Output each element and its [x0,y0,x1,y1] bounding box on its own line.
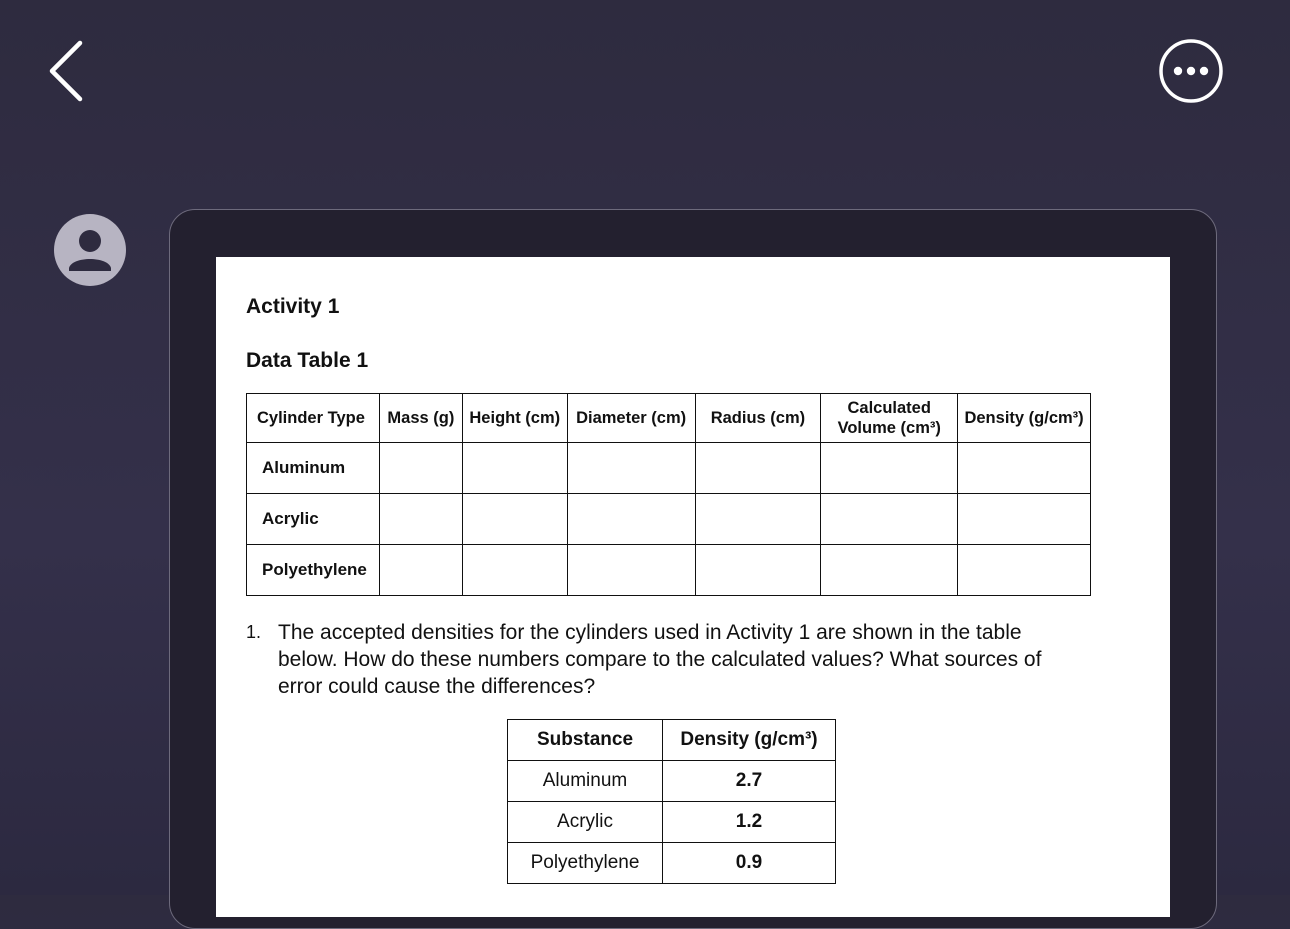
density-cell: 2.7 [663,761,836,802]
more-options-button[interactable] [1158,38,1224,104]
empty-cell [379,443,462,494]
header-cell: Radius (cm) [695,394,821,443]
header-cell: Diameter (cm) [567,394,695,443]
row-label: Polyethylene [247,545,380,596]
row-label: Aluminum [247,443,380,494]
substance-cell: Polyethylene [508,843,663,884]
question-text: The accepted densities for the cylinders used in Activity 1 are shown in the table below. How do these numbers compare to the calculated values? What sources of error could cause the differences? [278,621,1042,698]
row-label: Acrylic [247,494,380,545]
data-table-title: Data Table 1 [246,349,369,372]
avatar[interactable] [54,214,126,286]
empty-cell [821,494,958,545]
header-cell: Density (g/cm³) [663,720,836,761]
empty-cell [567,545,695,596]
header-cell: Height (cm) [462,394,567,443]
empty-cell [462,443,567,494]
empty-cell [379,545,462,596]
header-cell: Cylinder Type [247,394,380,443]
data-table-header-row [247,394,1091,443]
activity-title: Activity 1 [246,295,340,318]
user-avatar-icon [54,214,126,286]
table-row [508,761,836,802]
table-row [247,443,1091,494]
empty-cell [379,494,462,545]
back-button[interactable] [40,38,100,104]
empty-cell [958,494,1091,545]
header-cell: Density (g/cm³) [958,394,1091,443]
document-page[interactable] [216,257,1170,917]
empty-cell [958,545,1091,596]
data-table [246,393,1091,596]
empty-cell [695,545,821,596]
table-row [247,494,1091,545]
empty-cell [821,443,958,494]
density-cell: 0.9 [663,843,836,884]
empty-cell [821,545,958,596]
table-row [508,802,836,843]
question-number: 1. [246,622,262,642]
reference-density-table [507,719,836,884]
empty-cell [462,494,567,545]
density-cell: 1.2 [663,802,836,843]
empty-cell [567,494,695,545]
more-horizontal-icon [1158,38,1224,104]
table-row [247,545,1091,596]
header-cell: Substance [508,720,663,761]
reference-header-row [508,720,836,761]
question-1 [246,619,1066,700]
empty-cell [567,443,695,494]
empty-cell [695,494,821,545]
chevron-left-icon [40,38,100,104]
empty-cell [462,545,567,596]
empty-cell [958,443,1091,494]
table-row [508,843,836,884]
header-cell: Mass (g) [379,394,462,443]
substance-cell: Acrylic [508,802,663,843]
substance-cell: Aluminum [508,761,663,802]
header-cell: Calculated Volume (cm³) [821,394,958,443]
empty-cell [695,443,821,494]
